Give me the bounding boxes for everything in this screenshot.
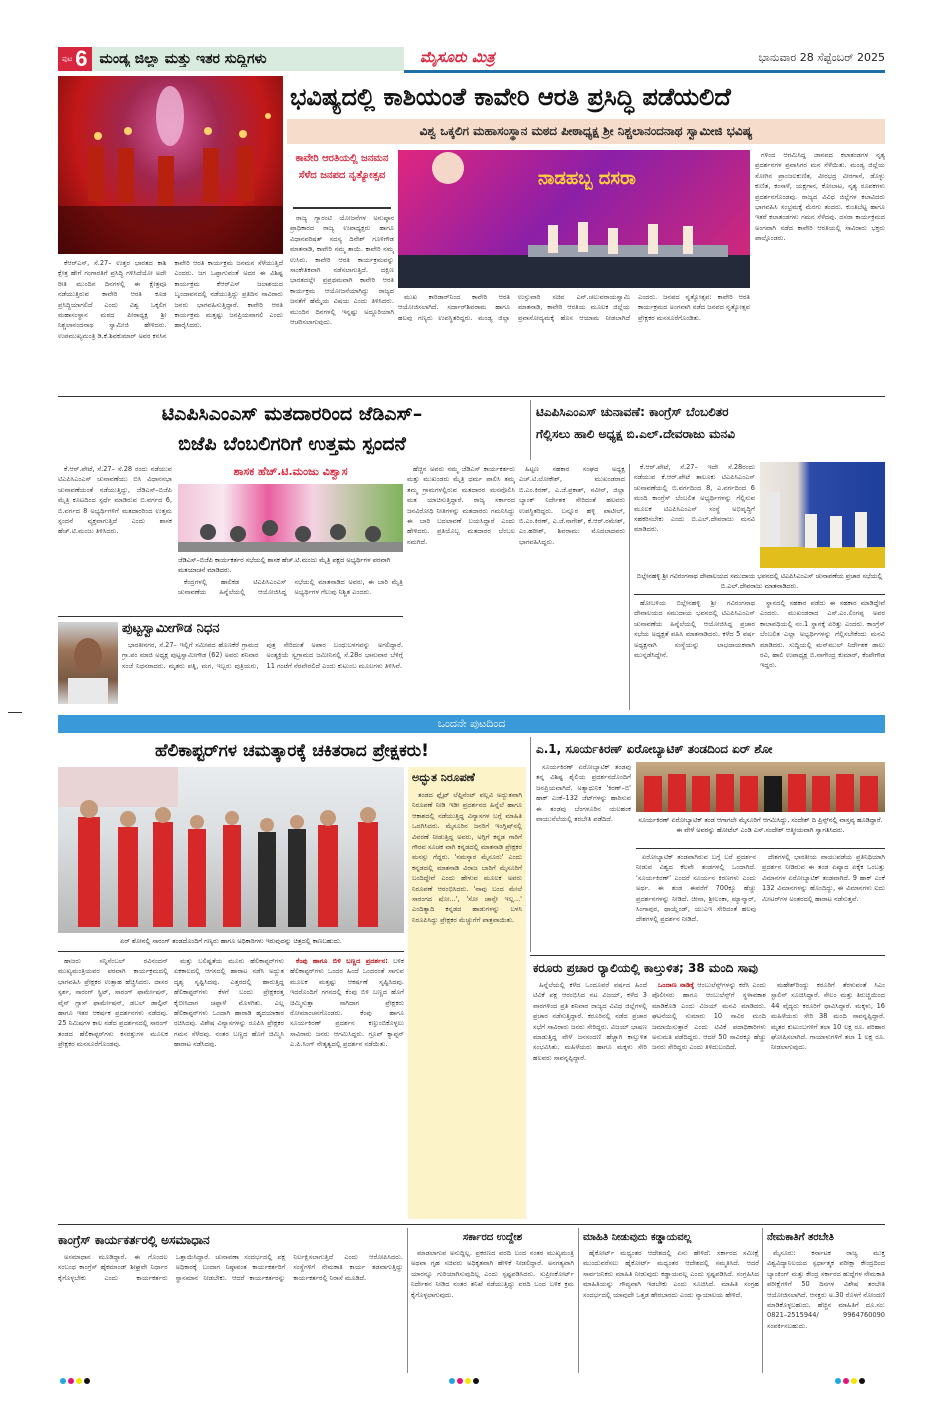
bottom-story4-text: ಮೈಸೂರು: ಕರ್ನಾಟಕ ರಾಜ್ಯ ಮುಕ್ತ ವಿಶ್ವವಿದ್ಯಾನಿಲಯದ ಸ್ಪರ್ಧಾತ್ಮಕ ಪರೀಕ್ಷಾ ಕೇಂದ್ರದಿಂದ ಬ್ಯಾಂಕಿಂಗ್ ಮತ್ತು ಕೇಂದ್ರ ಸರ್ಕಾರದ ಹುದ್ದೆಗಳ ನೇಮಕಾತಿ ಪರೀಕ್ಷೆಗಳಿಗೆ 50 ದಿನಗಳ ವಿಶೇಷ ತರಬೇತಿ ಆಯೋಜಿಸಲಾಗಿದೆ. ಆಸಕ್ತರು ಅ.30 ರೊಳಗೆ ನೋಂದಣಿ ಮಾಡಿಕೊಳ್ಳಬಹುದು. ಹೆಚ್ಚಿನ ಮಾಹಿತಿಗೆ ದೂ.ಸಂ: 0821–2515944/ 9964760090 ಸಂಪರ್ಕಿಸಬಹುದು. (767, 1249, 885, 1330)
story1-body-right-text: ಮುಖ ಕಾರಿಡಾರ್‌ನಿಂದ ಕಾವೇರಿ ಆರತಿ ಆಯೋಜಿಸಲಾಗಿದೆ. ಸರ್ದಾರ್‌ಶಿವರಾಮ ಹಾಗೂ ಹಲವು ಗಣ್ಯರು ಉಪಸ್ಥಿತರಿದ್ದರು. ಮಂಡ್ಯ ಜಿಲ್ಲಾ ಉಸ್ತುವಾರಿ ಸಚಿವ ಎನ್.ಚಲುವರಾಯಸ್ವಾಮಿ ಮಾತನಾಡಿ, ಕಾವೇರಿ ಆರತಿಯ ಮೂಲಕ ಜಿಲ್ಲೆಯ ಪ್ರವಾಸೋದ್ಯಮಕ್ಕೆ ಹೊಸ ಆಯಾಮ ನೀಡಲಾಗಿದೆ ಎಂದರು. ಜನಪದ ನೃತ್ಯೋತ್ಸವ: ಕಾವೇರಿ ಆರತಿ ಕಾರ್ಯಕ್ರಮದ ಅಂಗವಾಗಿ ನಡೆದ ಜನಪದ ನೃತ್ಯೋತ್ಸವ ಪ್ರೇಕ್ಷಕರ ಮನಸೂರೆಗೊಂಡಿತು. (398, 293, 750, 322)
story3-headline-line1: ಟಿಎಪಿಸಿಎಂಎಸ್ ಚುನಾವಣೆ: ಕಾಂಗ್ರೆಸ್ ಬೆಂಬಲಿತರ (536, 405, 729, 419)
story6-body-col1-text: ಹಿನ್ನೆಲೆಯಲ್ಲಿ ಕಳೆದ ಒಂದೂವರೆ ವರ್ಷದ ಹಿಂದೆ ಟಿವಿಕೆ ಪಕ್ಷ ಆರಂಭಿಸಿದ ನಟ ವಿಜಯ್, ಕಳೆದ 3 ವಾರಗಳಿಂದ ಪ್ರತಿ ಶನಿವಾರ ರಾಜ್ಯದ ವಿವಿಧ ಜಿಲ್ಲೆಗಳಲ್ಲಿ ಪ್ರಚಾರ ನಡೆಸುತ್ತಿದ್ದಾರೆ. ಕರೂರಿನಲ್ಲಿ ನಡೆದ ಪ್ರಚಾರ ಸಭೆಗೆ ಸಾವಿರಾರು ಜನರು ಸೇರಿದ್ದರು. ವಿಜಯ್ ಭಾಷಣ ಮಾಡುತ್ತಿದ್ದ ವೇಳೆ ಜನಸಂದಣಿ ಹೆಚ್ಚಾಗಿ ಕಾಲ್ತುಳಿತ ಸಂಭವಿಸಿತು. ಮಹಿಳೆಯರು ಹಾಗೂ ಮಕ್ಕಳು ಸೇರಿ ಹಲವರು ಸಾವನ್ನಪ್ಪಿದ್ದಾರೆ. (533, 981, 647, 1062)
header-rule (404, 70, 885, 73)
magenta-dot (457, 1378, 463, 1384)
story2-headline-line2: ಬಿಜೆಪಿ ಬೆಂಬಲಿಗರಿಗೆ ಉತ್ತಮ ಸ್ಪಂದನೆ (178, 433, 406, 455)
bottom-divider-1 (407, 1228, 408, 1373)
story2-headline-line1: ಟಿಎಪಿಸಿಎಂಎಸ್ ಮತದಾರರಿಂದ ಜೆಡಿಎಸ್– (161, 403, 423, 425)
obituary-portrait (58, 622, 118, 704)
bottom-story4-body (767, 1248, 885, 1373)
story1-headline: ಭವಿಷ್ಯದಲ್ಲಿ ಕಾಶಿಯಂತೆ ಕಾವೇರಿ ಆರತಿ ಪ್ರಸಿದ್ಧಿ ಪಡೆಯಲಿದೆ (290, 83, 731, 111)
kicker-rule (293, 207, 391, 209)
story3-body-mid (634, 598, 755, 710)
story3-body-right-text: ಸ್ಥಾನದಲ್ಲಿ ಸಹಕಾರ ಪಡೆದು ಈ ಸಹಕಾರ ಮಾಡಿದ್ದೇವೆ ಎಂದರು. ಮುಖಂಡರಾದ ಎಸ್.ಎಂ.ಲಿಂಗಪ್ಪ ಅವರ ಕಾಲಾವಧಿಯಲ್ಲಿ ನಂ.1 ಸ್ಥಾನಕ್ಕೆ ಏರಿತ್ತು ಎಂದರು. ಕಾಂಗ್ರೆಸ್ ಬೆಂಬಲಿತ ಎಲ್ಲಾ ಅಭ್ಯರ್ಥಿಗಳನ್ನು ಗೆಲ್ಲಿಸಬೇಕೆಂದು ಮನವಿ ಮಾಡಿದರು. ಸುದ್ದಿಯಲ್ಲಿ ಮನ್‌ಮುಲ್ ನಿರ್ದೇಶಕ ಡಾಲು ರವಿ, ಹಾಲಿ ಉಪಾಧ್ಯಕ್ಷ ಬಿ.ನಾಗೇಂದ್ರ ಕುಮಾರ್, ಕೆಂಪೇಗೌಡ ಇದ್ದರು. (760, 599, 885, 670)
story1-body-left (58, 258, 283, 390)
story2-body-mid-text: ಹೆಚ್ಚಿನ ಅವರು ನಮ್ಮ ಜೆಡಿಎಸ್ ಕಾರ್ಯಕರ್ತರು ಮತ್ತು ಮುಖಂಡರು ಮೈತ್ರಿ ಧರ್ಮ ಪಾಲಿಸಿ ತಮ್ಮ ತಮ್ಮ ಗ್ರಾಮಗಳಲ್ಲಿರುವ ಮತದಾರರ ಮನವೊಲಿಸಿ ಮತ ಯಾಚಿಸುತ್ತಿದ್ದಾರೆ. ರಾಜ್ಯ ಸರ್ಕಾರದ ಜನವಿರೋಧಿ ನೀತಿಗಳನ್ನು ಮತದಾರರು ಗಮನಿಸಿದ್ದು ಈ ಬಾರಿ ಬದಲಾವಣೆ ಬಯಸಿದ್ದಾರೆ ಎಂದು ಹೇಳಿದರು. ಪ್ರತಿಯೊಬ್ಬ ಮತದಾರರ ಬೆಂಬಲ ನಮಗಿದೆ. (407, 465, 515, 546)
story5-body-col1-text: ಏರೋಬ್ಯಾಟಿಕ್ ತಂಡವಾಗಿರುವ ಬಗ್ಗೆ ಬರೆ ಪ್ರದರ್ಶನ ನೀಡುವ ವಿಶ್ವದ ಕೆಲವೇ ತಂಡಗಳಲ್ಲಿ ಒಂದಾಗಿದೆ. 'ಸೂರ್ಯಕಿರಣ್' ಎಂದರೆ ಸೂರ್ಯನ ಕಿರಣಗಳು ಎಂದು ಅರ್ಥ. ಈ ತಂಡ ಈವರೆಗೆ 700ಕ್ಕೂ ಹೆಚ್ಚು ಪ್ರದರ್ಶನಗಳನ್ನು ನೀಡಿದೆ. ಚೀನಾ, ಶ್ರೀಲಂಕಾ, ಮ್ಯಾನ್ಮಾರ್, ಸಿಂಗಾಪುರ, ಥಾಯ್ಲೆಂಡ್, ಯುಎಇ ಸೇರಿದಂತೆ ಹಲವು ದೇಶಗಳಲ್ಲಿ ಪ್ರದರ್ಶನ ನೀಡಿದೆ. (636, 853, 756, 924)
story5-body-col2 (762, 852, 885, 952)
story5-body-left-text: ಸೂರ್ಯಕಿರಣ್ ಏರೋಬ್ಯಾಟಿಕ್ ತಂಡವು ತನ್ನ ವಿಶಿಷ್ಟ ಶೈಲಿಯ ಪ್ರದರ್ಶನದೊಂದಿಗೆ ಜನಪ್ರಿಯವಾಗಿದೆ. ಅತ್ಯಾಧುನಿಕ 'ಕಿರಣ್–ಬಿ' ಹಾಕ್ ಎಂಕೆ–132 ಜೆಟ್‌ಗಳನ್ನು ಹಾರಿಸುವ ಈ ತಂಡವು ಬೆಂಗಳೂರಿನ ಯಲಹಂಕ ವಾಯುನೆಲೆಯಲ್ಲಿ ತರಬೇತಿ ಪಡೆದಿದೆ. (536, 763, 631, 824)
bottom-story1-body (58, 1252, 403, 1372)
registration-marks-right (835, 1378, 865, 1384)
jds-meeting-photo (178, 484, 403, 552)
bottom-story2-headline: ಸರ್ಕಾರದ ಉದ್ದೇಶ (462, 1232, 523, 1243)
story1-subhead: ವಿಶ್ವ ಒಕ್ಕಲಿಗ ಮಹಾಸಂಸ್ಥಾನ ಮಠದ ಪೀಠಾಧ್ಯಕ್ಷ ಶ್ರೀ ನಿಶ್ಚಲಾನಂದನಾಥ ಸ್ವಾಮೀಜಿ ಭವಿಷ್ಯ (287, 119, 885, 144)
story2-kicker: ಶಾಸಕ ಹೆಚ್.ಟಿ.ಮಂಜು ವಿಶ್ವಾಸ (233, 465, 348, 478)
story5-body-left (536, 762, 631, 952)
yellow-dot (465, 1378, 471, 1384)
cyan-dot (449, 1378, 455, 1384)
section-title: ಮಂಡ್ಯ ಜಿಲ್ಲಾ ಮತ್ತು ಇತರ ಸುದ್ದಿಗಳು (99, 51, 267, 67)
story4-caption-rule (58, 951, 404, 952)
meeting-scene (178, 484, 403, 552)
story3-body-mid-text: ಹೋಬಳಿಯ ಬಿಲ್ಲೇನಹಳ್ಳಿ ಶ್ರೀ ಗವಿರಂಗನಾಥ ದೇವಾಲಯದ ಸಮುದಾಯ ಭವನದಲ್ಲಿ ಟಿಎಪಿಸಿಎಂಎಸ್ ಚುನಾವಣೆಯ ಹಿನ್ನೆಲೆಯಲ್ಲಿ ಆಯೋಜಿಸಿದ್ದ ಪ್ರಚಾರ ಸಭೆಯ ಅಧ್ಯಕ್ಷತೆ ವಹಿಸಿ ಮಾತನಾಡಿದರು. ಕಳೆದ 5 ವರ್ಷ ಅಧ್ಯಕ್ಷನಾಗಿ ಸಂಸ್ಥೆಯನ್ನು ಲಾಭದಾಯಕವಾಗಿ ಮುನ್ನಡೆಸಿದ್ದೇನೆ. (634, 599, 755, 660)
aarti-scene (58, 76, 283, 254)
registration-marks-center (449, 1378, 479, 1384)
story4-body-col2-text: ಮತ್ತು ಬಲಿಷ್ಟತೆಯ ಮೂರು ಹೆಲಿಕಾಪ್ಟರ್‌ಗಳು ಏಕಕಾಲದಲ್ಲಿ ಆಗಸದಲ್ಲಿ ಹಾರಾಟ ನಡೆಸಿ ಅದ್ಭುತ ದೃಶ್ಯ ಸೃಷ್ಟಿಸಿದವು. ಎತ್ತರದಲ್ಲಿ ಹಾರುತ್ತಿದ್ದ ಹೆಲಿಕಾಪ್ಟರ್‌ಗಳು ಕೆಳಗೆ ಬಂದು ಪ್ರೇಕ್ಷಕರತ್ತ ಕೈಬೀಸಿದಾಗ ಚಪ್ಪಾಳೆ ಮೊಳಗಿತು. ಎಲ್ಲ ಹೆಲಿಕಾಪ್ಟರ್‌ಗಳು ಒಂದಾಗಿ ಹಾರಾಡಿ ಹೃದಯಾಕಾರ ರಚಿಸಿದವು. ವಿಶೇಷ ವಿನ್ಯಾಸಗಳನ್ನು ರೂಪಿಸಿ ಪ್ರೇಕ್ಷಕರ ಗಮನ ಸೆಳೆದವು. ನಂತರ ಬಣ್ಣದ ಹೊಗೆ ಚಿಮ್ಮಿಸಿ ಹಾರಾಟ ನಡೆಸಿದವು. (174, 957, 284, 1049)
story3-headline-line2: ಗೆಲ್ಲಿಸಲು ಹಾಲಿ ಅಧ್ಯಕ್ಷ ಬಿ.ಎಲ್.ದೇವರಾಜು ಮನವಿ (536, 427, 735, 441)
story1-kicker: ಕಾವೇರಿ ಆರತಿಯಲ್ಲಿ ಜನಮನ ಸೆಳೆದ ಜನಪದ ನೃತ್ಯೋತ್ಸವ (295, 153, 389, 181)
obituary-body-text: ಭಾರತೀನಗರ, ಸೆ.27– ಇಲ್ಲಿಗೆ ಸಮೀಪದ ಹೊಣಕೆರೆ ಗ್ರಾಮದ ಗ್ರಾ.ಪಂ ಮಾಜಿ ಅಧ್ಯಕ್ಷ ಪುಟ್ಟಸ್ವಾಮೀಗೌಡ (62) ಅವರು ಶನಿವಾರ ಸಂಜೆ ನಿಧನರಾದರು. ಮೃತರು ಪತ್ನಿ, ಮಗ, ಇಬ್ಬರು ಪುತ್ರಿಯರು, ಪುತ್ರ ಸೇರಿದಂತೆ ಅಪಾರ ಬಂಧುಬಳಗವನ್ನು ಅಗಲಿದ್ದಾರೆ. ಅಂತ್ಯಕ್ರಿಯೆ ಸ್ವಗ್ರಾಮದ ಜಮೀನಿನಲ್ಲಿ ಸೆ.28ರ ಭಾನುವಾರ ಬೆಳಿಗ್ಗೆ 11 ಗಂಟೆಗೆ ನೆರವೇರಲಿದೆ ಎಂದು ಕುಟುಂಬ ಮೂಲಗಳು ತಿಳಿಸಿವೆ. (122, 641, 403, 670)
story4-body-col3-text: ಬಳಿಕ ಹೆಲಿಕಾಪ್ಟರ್‌ಗಳು ಒಂದರ ಹಿಂದೆ ಒಂದರಂತೆ ಸಾಗುವ ಮೂಲಕ ಮತ್ತಷ್ಟು ಆಕರ್ಷಣೆ ಸೃಷ್ಟಿಸಿದವು. ಇದರೊಂದಿಗೆ ಗಗನದಲ್ಲಿ ಕೆಂಪು ಬಿಳಿ ಬಣ್ಣದ ಹೊಗೆ ಚಿಮ್ಮಿಸುತ್ತಾ ಸಾಗಿದಾಗ ಪ್ರೇಕ್ಷಕರು ರೋಮಾಂಚನಗೊಂಡರು. ಕೆಂಪು ಹಾಗೂ ಸೂರ್ಯಕಿರಣ್ ಪ್ರದರ್ಶನ ಕಣ್ತುಂಬಿಕೊಳ್ಳಲು ಸಾವಿರಾರು ಜನರು ಆಗಮಿಸಿದ್ದರು. ಗ್ರೂಪ್ ಕ್ಯಾಪ್ಟನ್ ಎ.ಪಿ.ಸಿಂಗ್ ನೇತೃತ್ವದಲ್ಲಿ ಪ್ರದರ್ಶನ ನಡೆಯಿತು. (290, 957, 404, 1049)
dasara-stage-photo (398, 150, 750, 288)
column-divider-2 (530, 737, 531, 952)
magenta-dot (68, 1378, 74, 1384)
bottom-story3-text: ಹೈಕೋರ್ಟ್ ಮಧ್ಯಂತರ ಆದೇಶದಲ್ಲಿ ಏನು ಹೇಳಿದೆ: ಸರ್ಕಾರದ ಸಮೀಕ್ಷೆ ಮುಂದುವರೆಸಲು ಹೈಕೋರ್ಟ್ ಮಧ್ಯಂತರ ಆದೇಶದಲ್ಲಿ ಸಮ್ಮತಿಸಿದೆ. ಆದರೆ ಸಾರ್ವಜನಿಕರು ಮಾಹಿತಿ ನೀಡುವುದು ಕಡ್ಡಾಯವಲ್ಲ ಎಂದು ಸ್ಪಷ್ಟಪಡಿಸಿದೆ. ಸಂಗ್ರಹಿಸಿದ ಮಾಹಿತಿಯನ್ನು ಗೌಪ್ಯವಾಗಿ ಇಡಬೇಕು ಎಂದು ಸೂಚಿಸಿದೆ. ಮಾಹಿತಿ ಸಂಗ್ರಹ ಸಂದರ್ಭದಲ್ಲಿ ಯಾವುದೇ ಒತ್ತಡ ಹೇರಬಾರದು ಎಂದು ನ್ಯಾಯಾಲಯ ಹೇಳಿದೆ. (583, 1249, 759, 1299)
story6-body-col2 (652, 980, 766, 1220)
obituary-headline: ಪುಟ್ಟಸ್ವಾಮೀಗೌಡ ನಿಧನ (122, 621, 220, 636)
story4-body-col3 (290, 956, 404, 1220)
story6-body-col2-text: ಆಂಬುಲೆನ್ಸ್‌ಗಳನ್ನು ಕರೆಸಿ ಎಂದು ಪೊಲೀಸರು ಹಾಗೂ ಆಂಬುಲೆನ್ಸ್‌ಗೆ ಸ್ಥಳಾವಕಾಶ ಮಾಡಿಕೊಡಿ ಎಂದು ವಿಜಯ್ ಮನವಿ ಮಾಡಿದರು. ಘಟನೆಯಲ್ಲಿ ಸುಮಾರು 10 ಸಾವಿರ ಮಂದಿ ಜಮಾಯಿಸುತ್ತಾರೆ ಎಂದು ಟಿವಿಕೆ ಪದಾಧಿಕಾರಿಗಳು ಅನುಮತಿ ಪಡೆದಿದ್ದರು. ಆದರೆ 50 ಸಾವಿರಕ್ಕೂ ಹೆಚ್ಚು ಜನರು ಸೇರಿದ್ದರು ಎಂದು ತಿಳಿದುಬಂದಿದೆ. (652, 981, 766, 1052)
black-dot (859, 1378, 865, 1384)
story4-body-col1-text: ಹಾಜರು ಸನ್ನಿಸೆಂಬಲ್ ರವಿನಂದನ್ ಮುಖ್ಯಮಂತ್ರಿಯವರ ಪರವಾಗಿ ಕಾರ್ಯಕ್ರಮದಲ್ಲಿ ಭಾಗವಹಿಸಿ ಪ್ರೇಕ್ಷಕರ ಉತ್ಸಾಹ ಹೆಚ್ಚಿಸಿದರು. ದಾಸರ ಸ್ಪರ್ಶ, ಸಾರಂಗ್ ಸ್ಪ್ರಿಟ್, ಸಾರಂಗ್ ಫಾರ್ಮೇಷನ್, ವೈನ್ ಗ್ಲಾಸ್ ಫಾರ್ಮೇಷನ್, ಡಬಲ್ ಡಾಲ್ಫಿನ್ ಹಾಗೂ ಇತರ ಆಕರ್ಷಕ ಪ್ರದರ್ಶನಗಳು ನಡೆದವು. 25 ನಿಮಿಷಗಳ ಕಾಲ ನಡೆದ ಪ್ರದರ್ಶನದಲ್ಲಿ ಸಾರಂಗ್ ತಂಡದ ಹೆಲಿಕಾಪ್ಟರ್‌ಗಳು ಕಸರತ್ತುಗಳ ಮೂಲಕ ಪ್ರೇಕ್ಷಕರ ಮನಸೂರೆಗೊಂಡವು. (58, 957, 168, 1049)
black-dot (473, 1378, 479, 1384)
column-divider-story3 (629, 464, 630, 710)
highlight-box-body (412, 790, 522, 1216)
stage-banner-text: ನಾಡಹಬ್ಬ ದಸರಾ (538, 168, 636, 189)
story3-caption-rule (634, 594, 885, 595)
section-rule (58, 396, 885, 397)
story5-photo-caption: ಸೂರ್ಯಕಿರಣ್ ಏರೋಬ್ಯಾಟಿಕ್ ತಂಡ ಆಗಾಗಲೇ ಮೈಸೂರಿಗೆ ಆಗಮಿಸಿದ್ದು, ಸಂದೇಶ್ ದಿ ಪ್ರಿನ್ಸ್‌ನಲ್ಲಿ ವಾಸ್ತವ್ಯ ಹೂಡಿದ್ದಾರೆ. ಈ ವೇಳೆ ಅವರನ್ನು ಹೋಟೆಲ್ ಎಂಡಿ ಎಸ್.ಸಂದೇಶ್ ಆತ್ಮೀಯವಾಗಿ ಸ್ವಾಗತಿಸಿದರು. (638, 816, 883, 834)
margin-tick (8, 712, 22, 713)
story5-headline: ಎ.1, ಸೂರ್ಯಕಿರಣ್ ಏರೋಬ್ಯಾಟಿಕ್ ತಂಡದಿಂದ ಏರ್ ಶೋ (536, 742, 773, 756)
story4-photo-caption: ಏರ್ ಶೋನಲ್ಲಿ ಸಾರಂಗ್ ತಂಡದೊಂದಿಗೆ ಗಣ್ಯರು ಹಾಗೂ ಅಧಿಕಾರಿಗಳು ಇರುವುದನ್ನು ಚಿತ್ರದಲ್ಲಿ ಕಾಣಬಹುದು. (120, 937, 342, 945)
story2-body-right (519, 464, 625, 710)
bottom-story3-body (583, 1248, 759, 1373)
bottom-divider-2 (578, 1228, 579, 1373)
story6-inline-label: ಒಂದಾಣ ನಾಡಿಕ್ಕೆ (658, 981, 695, 989)
story2-body-left-text: ಕೆ.ಆರ್.ಪೇಟೆ, ಸೆ.27– ಸೆ.28 ರಂದು ನಡೆಯುವ ಟಿಎಪಿಸಿಎಂಎಸ್ ಚುನಾವಣೆಯು ಬಿಸಿ ವಿಧಾನಸಭಾ ಚುನಾವಣೆಯಂತೆ ನಡೆಯುತ್ತಿದ್ದು, ಜೆಡಿಎಸ್–ಬಿಜೆಪಿ ಮೈತ್ರಿ ಕೂಟದಿಂದ ಸ್ಪರ್ಧೆ ಮಾಡಿರುವ ಬಿ.ವರ್ಗದ 6, ಬಿ.ವರ್ಗದ 8 ಅಭ್ಯರ್ಥಿಗಳಿಗೆ ಮತದಾರರಿಂದ ಉತ್ತಮ ಸ್ಪಂದನೆ ವ್ಯಕ್ತವಾಗುತ್ತಿದೆ ಎಂದು ಶಾಸಕ ಹೆಚ್.ಟಿ.ಮಂಜು ತಿಳಿಸಿದರು. (58, 465, 172, 536)
page-label: ಪುಟ (62, 54, 73, 63)
story1-body-left-text: ಕೆಆರ್‌ಎಸ್, ಸೆ.27– ಉತ್ತರ ಭಾರತದ ಕಾಶಿ ಕ್ಷೇತ್ರ ಹೇಗೆ ಗಂಗಾರತಿಗೆ ಪ್ರಸಿದ್ಧಿ ಗಳಿಸಿದೆಯೋ ಅದೇ ರೀತಿ ಮುಂದಿನ ದಿನಗಳಲ್ಲಿ ಈ ಕ್ಷೇತ್ರವೂ ನಡೆಯುತ್ತಿರುವ ಕಾವೇರಿ ಆರತಿ ಕೂಡ ಪ್ರಸಿದ್ಧಿಯಾಗಲಿದೆ ಎಂದು ವಿಶ್ವ ಒಕ್ಕಲಿಗ ಮಹಾಸಂಸ್ಥಾನ ಮಠದ ಪೀಠಾಧ್ಯಕ್ಷ ಶ್ರೀ ನಿಶ್ಚಲಾನಂದನಾಥ ಸ್ವಾಮೀಜಿ ಹೇಳಿದರು. ಉಪಮುಖ್ಯಮಂತ್ರಿ ಡಿ.ಕೆ.ಶಿವಕುಮಾರ್ ಅವರ ಕನಸಿನ ಕಾವೇರಿ ಆರತಿ ಕಾರ್ಯಕ್ರಮ ಜನಮನ ಸೆಳೆಯುತ್ತಿದೆ ಎಂದರು. ಜಗ ಒಪ್ಪಾಗುವಂತೆ ಅದರ ಈ ವಿಶಿಷ್ಟ ಕಾರ್ಯಕ್ರಮ ಕೆಆರ್‌ಎಸ್ ಜಲಾಶಯದ ಬೃಂದಾವನದಲ್ಲಿ ನಡೆಯುತ್ತಿದ್ದು ಪ್ರತಿದಿನ ಸಾವಿರಾರು ಜನರು ಭಾಗವಹಿಸುತ್ತಿದ್ದಾರೆ. ಕಾವೇರಿ ಆರತಿ ಕಾರ್ಯಕ್ರಮ ಮತ್ತಷ್ಟು ಜನಪ್ರಿಯವಾಗಲಿ ಎಂದು ಹಾರೈಸಿದರು. (58, 259, 283, 340)
black-dot (84, 1378, 90, 1384)
obit-rule (58, 616, 403, 617)
story6-body-col3 (771, 980, 885, 1220)
story4-headline: ಹೆಲಿಕಾಪ್ಟರ್‌ಗಳ ಚಮತ್ಕಾರಕ್ಕೆ ಚಕಿತರಾದ ಪ್ರೇಕ್ಷಕರು! (155, 741, 429, 761)
portrait-figure (58, 622, 118, 704)
story2-body-right-text: ಹಿಟ್ಟಣ ಸಹಕಾರ ಸಂಘದ ಅಧ್ಯಕ್ಷ ಎಚ್.ಟಿ.ಲೋಕೇಶ್, ಮುಖಂಡರಾದ ಬಿ.ಎಂ.ಕಿರಣ್, ಎ.ಜೆ.ಪ್ರಕಾಶ್, ನವೀನ್, ಜಿಲ್ಲಾ ಬ್ಯಾಂಕ್ ನಿರ್ದೇಶಕ ಸೇರಿದಂತೆ ಹಲವರು ಉಪಸ್ಥಿತರಿದ್ದರು. ಬನ್ನೂರ ಹಳ್ಳಿ ಪಾಟೀಲ್, ಬಿ.ಎಂ.ಕಿರಣ್, ಎ.ಜೆ.ನಾಗೇಶ್, ಕೆ.ಆರ್.ರಮೇಶ್, ಎಂ.ಹರೀಶ್, ಶಿವರಾಮು ಮೊದಲಾದವರು ಭಾಗವಹಿಸಿದ್ದರು. (519, 465, 625, 546)
bottom-story3-headline: ಮಾಹಿತಿ ನೀಡುವುದು ಕಡ್ಡಾಯವಲ್ಲ (583, 1232, 692, 1243)
column-divider (530, 400, 531, 460)
dateline: ಭಾನುವಾರ 28 ಸೆಪ್ಟೆಂಬರ್ 2025 (758, 51, 885, 64)
story5-body-col1 (636, 852, 756, 952)
story1-body-right (398, 292, 750, 390)
yellow-dot (851, 1378, 857, 1384)
story3-body-left-text: ಕೆ.ಆರ್.ಪೇಟೆ, ಸೆ.27– ಇದೇ ಸೆ.28ರಂದು ನಡೆಯುವ ಕೆ.ಆರ್.ಪೇಟೆ ತಾಲೂಕು ಟಿಎಪಿಸಿಎಂಎಸ್ ಚುನಾವಣೆಯಲ್ಲಿ ಬಿ.ವರ್ಗದಿಂದ 8, ಎ.ವರ್ಗದಿಂದ 6 ಮಂದಿ ಕಾಂಗ್ರೆಸ್ ಬೆಂಬಲಿತ ಅಭ್ಯರ್ಥಿಗಳನ್ನು ಗೆಲ್ಲಿಸುವ ಮೂಲಕ ಟಿಎಪಿಸಿಎಂಎಸ್ ಸಂಸ್ಥೆ ಅಭಿವೃದ್ಧಿಗೆ ಸಹಕರಿಸಬೇಕು ಎಂದು ಬಿ.ಎಲ್.ದೇವರಾಜು ಮನವಿ ಮಾಡಿದರು. (634, 463, 755, 534)
highlight-box-title: ಅದ್ಭುತ ನಿರೂಪಣೆ (412, 771, 475, 784)
story3-photo-caption: ಬಿಲ್ಲೇನಹಳ್ಳಿ ಶ್ರೀ ಗವಿರಂಗನಾಥ ದೇವಾಲಯದ ಸಮುದಾಯ ಭವನದಲ್ಲಿ ಟಿಎಪಿಸಿಎಂಎಸ್ ಚುನಾವಣೆಯ ಪ್ರಚಾರ ಸಭೆಯಲ್ಲಿ ಬಿ.ಎಲ್.ದೇವರಾಜು ಮಾತನಾಡಿದರು. (636, 572, 883, 590)
cyan-dot (60, 1378, 66, 1384)
story5-body-col2-text: ದೇಶಗಳಲ್ಲಿ ಭಾರತೀಯ ವಾಯುಪಡೆಯ ಪ್ರತಿನಿಧಿಯಾಗಿ ಪ್ರದರ್ಶನ ನೀಡಿರುವ ಈ ತಂಡ ಏಷ್ಯಾದ ಏಕೈಕ ಒಂಬತ್ತು ವಿಮಾನಗಳ ಏರೋಬ್ಯಾಟಿಕ್ ತಂಡವಾಗಿದೆ. 9 ಹಾಕ್ ಎಂಕೆ 132 ವಿಮಾನಗಳನ್ನು ಹೊಂದಿದ್ದು, ಈ ವಿಮಾನಗಳು ಐದು ಮೀಟರ್‌ಗಳ ಅಂತರದಲ್ಲಿ ಹಾರಾಟ ನಡೆಸುತ್ತವೆ. (762, 853, 885, 903)
bottom-story2-text: ಮಾಡಲಾಗುವ ಅನುದ್ದಿಲ್ಲ. ಪ್ರಕರಣದ ವರದಿ ಬಂದ ನಂತರ ಮುಖ್ಯಮಂತ್ರಿ ಅಥವಾ ಗೃಹ ಸಚಿವರು ಅಧಿಕೃತವಾಗಿ ಹೇಳಿಕೆ ನೀಡಲಿದ್ದಾರೆ. ಅನಗತ್ಯವಾಗಿ ಯಾರನ್ನೂ ಗುರಿಯಾಗಿಸುವುದಿಲ್ಲ ಎಂದು ಸ್ಪಷ್ಟಪಡಿಸಿದರು. ಸುಪ್ರೀಂಕೋರ್ಟ್ ನಿರ್ದೇಶನ ನೀಡಿದ ನಂತರ ತನಿಖೆ ನಡೆಯುತ್ತಿದ್ದು ವರದಿ ಬಂದ ಬಳಿಕ ಕ್ರಮ ಕೈಗೊಳ್ಳಲಾಗುವುದು. (411, 1249, 574, 1299)
highlight-box-text: ತಂಡದ ಫ್ಲೈಟ್ ಲೆಫ್ಟಿನೆಂಟ್ ಪಲ್ಲವಿ ಅದ್ಭುತವಾಗಿ ನಿರೂಪಣೆ ನೀಡಿ ಇಡೀ ಪ್ರದರ್ಶನದ ಹಿನ್ನೆಲೆ ಹಾಗೂ ಆಕಾಶದಲ್ಲಿ ನಡೆಯುತ್ತಿದ್ದ ವಿನ್ಯಾಸಗಳ ಬಗ್ಗೆ ಮಾಹಿತಿ ಒದಗಿಸಿದರು. ಮೈಸೂರಿನ ಜನರಿಗೆ ಇಂಗ್ಲಿಷ್‌ನಲ್ಲಿ ವಿವರಣೆ ನೀಡುತ್ತಿದ್ದ ಅವರು, ಅಗ್ಗಿಗೆ ಕನ್ನಡ ಗಾರಿಗೆ ಗೌರವ ಸೂಚಕ ವಾಗಿ ಕನ್ನಡದಲ್ಲಿ ಮಾತನಾಡಿ ಪ್ರೇಕ್ಷಕರ ಮನಸ್ಸು ಗೆದ್ದರು. 'ನಮಸ್ಕಾರ ಮೈಸೂರು' ಎಂದು ಕನ್ನಡದಲ್ಲಿ ಮಾತನಾಡಿ ವಿರಾಜ ಬಾರಿಗೆ ಮೈಸೂರಿಗೆ ಬಂದಿದ್ದೇವೆ ಎಂದು ಹೇಳುವ ಮೂಲಕ ಅವರು ನಿರೂಪಣೆ ಆರಂಭಿಸಿದರು. 'ನಾವು ಬಂದ ಮೇಲೆ ಸಾರಂಗದ ಷೋ...', 'ಸೋ ಚಾನ್ಸೇ ಇಲ್ಲ...' ಎಂದಿತ್ಯಾದಿ ಕನ್ನಡದ ಹಾಡುಗಳನ್ನು ಬಳಸಿ ನಿರೂಪಿಸಿದ್ದು ಪ್ರೇಕ್ಷಕರ ಮೆಚ್ಚುಗೆಗೆ ಪಾತ್ರವಾಯಿತು. (412, 791, 522, 924)
story4-body-col2 (174, 956, 284, 1220)
congress-meeting-photo (760, 462, 885, 568)
continued-from-page-one-band: ಒಂದನೇ ಪುಟದಿಂದ (58, 715, 885, 733)
story2-body-below-text: ಕೆಂದ್ರಗಳಲ್ಲಿ ಹಾಲಿಕಡ ಟಿಎಪಿಸಿಎಂಎಸ್ ಚುನಾವಣೆಯ ಹಿನ್ನೆಲೆಯಲ್ಲಿ ಆಯೋಜಿಸಿದ್ದ ಸಭೆಯಲ್ಲಿ ಮಾತನಾಡಿದ ಅವರು, ಈ ಬಾರಿ ಮೈತ್ರಿ ಅಭ್ಯರ್ಥಿಗಳ ಗೆಲುವು ನಿಶ್ಚಿತ ಎಂದರು. (178, 578, 403, 597)
bottom-story1-headline: ಕಾಂಗ್ರೆಸ್ ಕಾರ್ಯಕರ್ತರಲ್ಲಿ ಅಸಮಾಧಾನ (58, 1233, 210, 1247)
story3-body-right (760, 598, 885, 710)
story1-body-mid (290, 213, 394, 390)
story1-body-mid-text: ರಾಜ್ಯ ಗ್ಯಾರಂಟಿ ಯೋಜನೆಗಳ ಅನುಷ್ಠಾನ ಪ್ರಾಧಿಕಾರದ ರಾಜ್ಯ ಉಪಾಧ್ಯಕ್ಷರು ಹಾಗೂ ವಿಧಾನಪರಿಷತ್ ಸದಸ್ಯ ದಿನೇಶ್ ಗೂಳಿಗೌಡ ಮಾತನಾಡಿ, ಕಾವೇರಿ ನಮ್ಮ ತಾಯಿ. ಕಾವೇರಿ ನಮ್ಮ ಉಸಿರು. ಕಾವೇರಿ ಆರತಿ ಕಾರ್ಯಕ್ರಮವನ್ನು ಸಾಂಕೇತಿಕವಾಗಿ ನಡೆಸಲಾಗುತ್ತಿದೆ. ದಕ್ಷಿಣ ಭಾರತದಲ್ಲೇ ಪ್ರಪ್ರಥಮವಾಗಿ ಕಾವೇರಿ ಆರತಿ ಕಾರ್ಯಕ್ರಮ ಆಯೋಜನೆಯಾಗಿದ್ದು ರಾಜ್ಯದ ಜನತೆಗೆ ಹೆಮ್ಮೆಯ ವಿಷಯ ಎಂದು ತಿಳಿಸಿದರು. ಮುಂದಿನ ದಿನಗಳಲ್ಲಿ ಇನ್ನಷ್ಟು ಅದ್ದೂರಿಯಾಗಿ ಆಚರಿಸಲಾಗುವುದು. (290, 214, 394, 327)
karur-top-rule (530, 955, 885, 956)
bottom-row-rule (58, 1224, 885, 1225)
bottom-story4-headline: ನೇಮಕಾತಿಗೆ ತರಬೇತಿ (767, 1232, 834, 1243)
story6-body-col3-text: ಮಹೇಶ್‌ರಿಂದ್ದು ಕರೂರಿಗೆ ತೆರಳುವಂತೆ ಸಿಎಂ ಸ್ಟಾಲಿನ್ ಸೂಚಿಸಿದ್ದಾರೆ. ಸೇಲಂ ಮತ್ತು ತಿರುಚ್ಚಿಯಿಂದ 44 ವೈದ್ಯರು ಕರೂರಿಗೆ ಧಾವಿಸಿದ್ದಾರೆ. ಮಕ್ಕಳು, 16 ಮಹಿಳೆಯರು ಸೇರಿ 38 ಮಂದಿ ಸಾವನ್ನಪ್ಪಿದ್ದಾರೆ. ಮೃತರ ಕುಟುಂಬಗಳಿಗೆ ತಲಾ 10 ಲಕ್ಷ ರೂ. ಪರಿಹಾರ ಘೋಷಿಸಲಾಗಿದೆ. ಗಾಯಾಳುಗಳಿಗೆ ತಲಾ 1 ಲಕ್ಷ ರೂ. ನೀಡಲಾಗುವುದು. (771, 981, 885, 1052)
story4-inline-label: ಕೆಂಪು ಹಾಗೂ ಬಿಳಿ ಬಣ್ಣದ ಪ್ರದರ್ಶನ: (296, 957, 388, 965)
congress-scene (760, 462, 885, 568)
kaveri-aarti-photo (58, 76, 283, 254)
story6-body-col1 (533, 980, 647, 1220)
bottom-divider-3 (762, 1228, 763, 1373)
magenta-dot (843, 1378, 849, 1384)
obituary-body (122, 640, 403, 710)
story3-body-left-col (634, 462, 755, 568)
story2-body-below (178, 577, 403, 612)
page-number-badge (58, 47, 92, 71)
story2-body-mid (407, 464, 515, 710)
cyan-dot (835, 1378, 841, 1384)
story6-headline: ಕರೂರು ಪ್ರಚಾರ ರ‍್ಯಾಲಿಯಲ್ಲಿ ಕಾಲ್ತುಳಿತ; 38 ಮಂದಿ ಸಾವು (533, 961, 758, 975)
section-header (58, 47, 404, 71)
story2-body-left (58, 464, 172, 612)
page-number: 6 (75, 46, 88, 71)
story2-photo-caption: ಜೆಡಿಎಸ್–ಬಿಜೆಪಿ ಕಾರ್ಯಕರ್ತರ ಸಭೆಯಲ್ಲಿ ಶಾಸಕ ಹೆಚ್.ಟಿ.ಮಂಜು ಮೈತ್ರಿ ಪಕ್ಷದ ಅಭ್ಯರ್ಥಿಗಳ ಪರವಾಗಿ ಮತಯಾಚನೆ ಮಾಡಿದರು. (178, 556, 391, 574)
surya-kiran-team-photo (636, 762, 885, 812)
registration-marks-left (60, 1378, 90, 1384)
story4-body-col1 (58, 956, 168, 1220)
group-scene (58, 767, 404, 933)
story1-body-far (755, 150, 885, 390)
bottom-story2-body (411, 1248, 574, 1373)
bottom-story1-text: ಅಸಮಾಧಾನ ಮೂಡಿದ್ದಾರೆ. ಈ ಗೊಂದಲ ಸಂಬಂಧ ಕಾಂಗ್ರೆಸ್ ಹೈಕಮಾಂಡ್ ಶೀಘ್ರವೇ ನಿರ್ಧಾರ ಕೈಗೊಳ್ಳಬೇಕು ಎಂದು ಕಾರ್ಯಕರ್ತರು ಒತ್ತಾಯಿಸಿದ್ದಾರೆ. ಚುನಾವಣಾ ಸಂದರ್ಭದಲ್ಲಿ ಪಕ್ಷ ಅಧಿಕಾರಕ್ಕೆ ಬಂದಾಗ ನಿಷ್ಠಾವಂತ ಕಾರ್ಯಕರ್ತರಿಗೆ ಸ್ಥಾನಮಾನ ನೀಡಬೇಕು. ಆದರೆ ಕಾರ್ಯಕರ್ತರನ್ನು ನಿರ್ಲಕ್ಷಿಸಲಾಗುತ್ತಿದೆ ಎಂದು ಆರೋಪಿಸಿದರು. ಸಂಸ್ಥೆಗಳಿಗೆ ನೇಮಕಾತಿ ಕಾರ್ಯ ತಡವಾಗುತ್ತಿದ್ದು ಕಾರ್ಯಕರ್ತರಲ್ಲಿ ನಿರಾಸೆ ಮೂಡಿದೆ. (58, 1253, 403, 1282)
story1-body-far-text: ಗಳಿಂದ ಆಗಮಿಸಿದ್ದ ಜಾನಪದ ಕಲಾತಂಡಗಳ ನೃತ್ಯ ಪ್ರದರ್ಶನಗಳ ಪ್ರವಾಸಿಗರ ಮನ ಸೆಳೆಯಿತು. ಮಂಡ್ಯ ಜಿಲ್ಲೆಯ ಸೋಗಿನ ಪ್ರಾಂಜಲಕುಣಿತ, ವೀರಭದ್ರ ವೀರಗಾಸೆ, ಡೊಳ್ಳು ಕುಣಿತ, ಕಂಸಾಳೆ, ಯಕ್ಷಗಾನ, ಕೋಲಾಟ, ನೃತ್ಯ ರೂಪಕಗಳು ಪ್ರದರ್ಶನಗೊಂಡವು. ರಾಜ್ಯದ ವಿವಿಧ ಜಿಲ್ಲೆಗಳ ಕಲಾವಿದರು ಭಾಗವಹಿಸಿ ಸಂಭ್ರಮಕ್ಕೆ ಮೆರಗು ತಂದರು. ಕುಂತಿಬೆಟ್ಟ ಹಾಗೂ ಇತರೆ ಕಲಾತಂಡಗಳು ಗಮನ ಸೆಳೆದವು. ದಸರಾ ಕಾರ್ಯಕ್ರಮದ ಅಂಗವಾಗಿ ನಡೆದ ಕಾವೇರಿ ಆರತಿಯಲ್ಲಿ ಸಾವಿರಾರು ಭಕ್ತರು ಪಾಲ್ಗೊಂಡರು. (755, 151, 885, 243)
masthead-logo: ಮೈಸೂರು ಮಿತ್ರ (420, 48, 495, 66)
yellow-dot (76, 1378, 82, 1384)
story5-caption-rule (636, 848, 885, 849)
team-scene (636, 762, 885, 812)
air-show-group-photo (58, 767, 404, 933)
